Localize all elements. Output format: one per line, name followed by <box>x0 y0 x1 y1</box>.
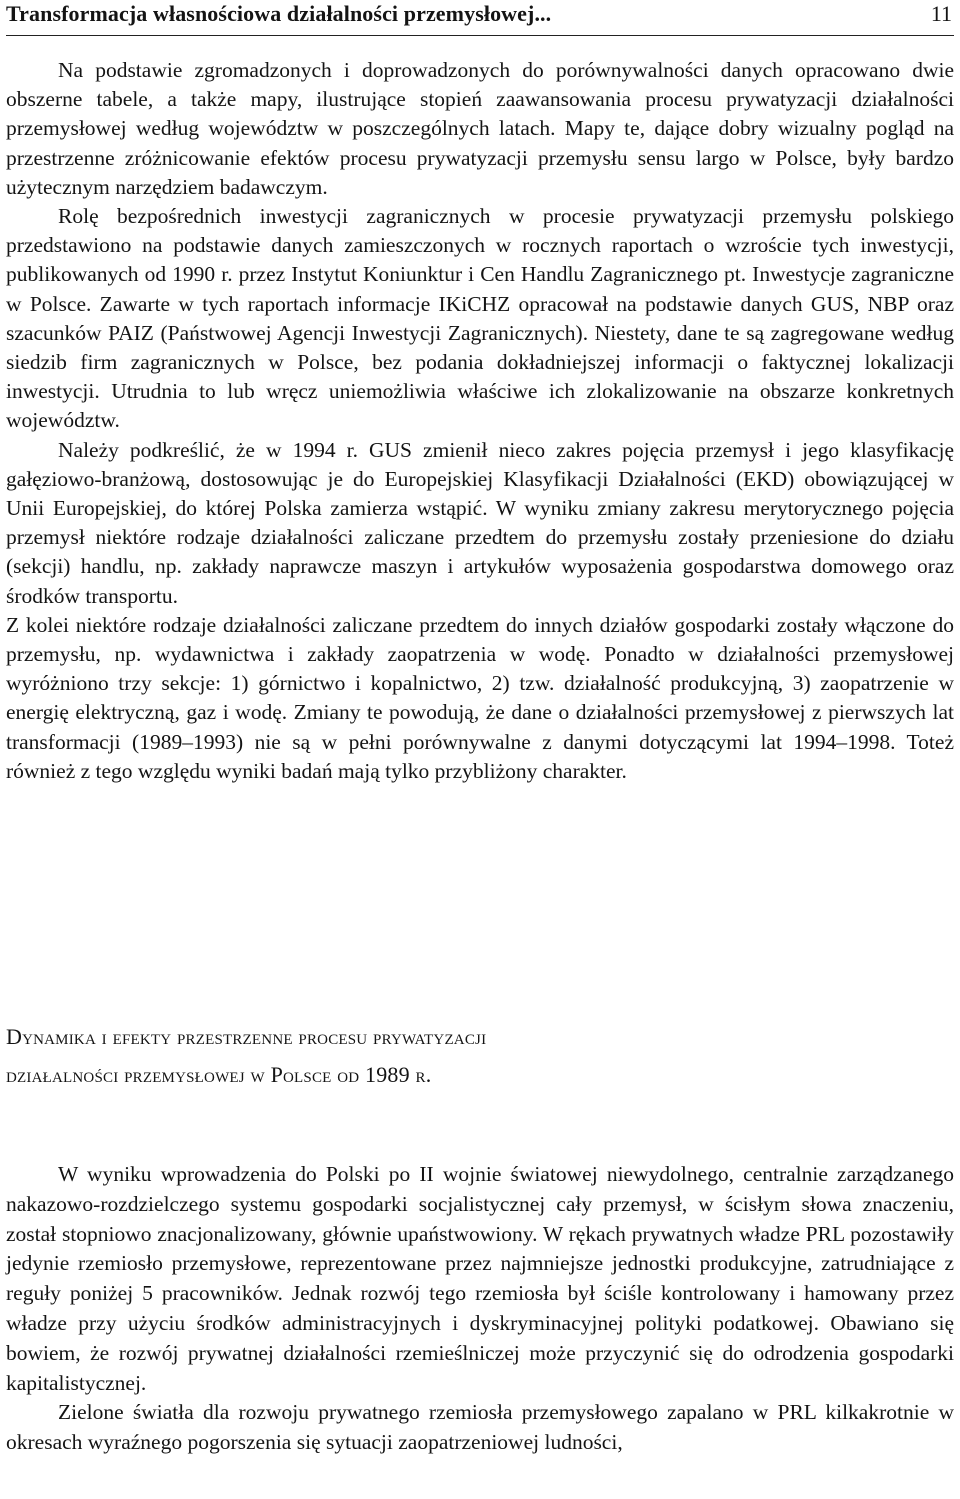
section-body <box>6 1160 954 1458</box>
paragraph: Rolę bezpośrednich inwestycji zagranicznych w procesie prywatyzacji przemysłu polskiego przedstawiono na podstawie danych zamieszczonych w rocznych raportach o wzroście tych inwestycji, publikowanych od 1990 r. przez Instytut Koniunktur i Cen Handlu Zagranicznego pt. Inwestycje zagraniczne w Polsce. Zawarte w tych raportach informacje IKiCHZ opracował na podstawie danych GUS, NBP oraz szacunków PAIZ (Państwowej Agencji Inwestycji Zagranicznych). Niestety, dane te są zagregowane według siedzib firm zagranicznych w Polsce, bez podania dokładniejszej informacji o faktycznej lokalizacji inwestycji. Utrudnia to lub wręcz uniemożliwia właściwe ich zlokalizowanie na obszarze konkretnych województw. <box>6 204 954 433</box>
body-text <box>6 56 954 786</box>
paragraph: Z kolei niektóre rodzaje działalności zaliczane przedtem do innych działów gospodarki zostały włączone do przemysłu, np. wydawnictwa i zakłady zaopatrzenia w wodę. Ponadto w działalności przemysłowej wyróżniono trzy sekcje: 1) górnictwo i kopalnictwo, 2) tzw. działalność produkcyjną, 3) zaopatrzenie w energię elektryczną, gaz i wodę. Zmiany te powodują, że dane o działalności przemysłowej z pierwszych lat transformacji (1989–1993) nie są w pełni porównywalne z danymi dotyczącymi lat 1994–1998. Toteż również z tego względu wyniki badań mają tylko przybliżony charakter. <box>6 612 954 783</box>
running-header-title: Transformacja własnościowa działalności przemysłowej... <box>6 1 552 26</box>
section-heading <box>6 1018 954 1094</box>
section-heading-line: Dynamika i efekty przestrzenne procesu prywatyzacji <box>6 1024 487 1049</box>
running-header <box>6 0 954 36</box>
paragraph: Należy podkreślić, że w 1994 r. GUS zmienił nieco zakres pojęcia przemysł i jego klasyfikację gałęziowo-branżową, dostosowując je do Europejskiej Klasyfikacji Działalności (EKD) obowiązującej w Unii Europejskiej, do której Polska zamierza wstąpić. W wyniku zmiany zakresu merytorycznego pojęcia przemysł niektóre rodzaje działalności zaliczane przedtem do przemysłu zostały przeniesione do działu (sekcji) handlu, np. zakłady naprawcze maszyn i artykułów wyposażenia gospodarstwa domowego oraz środków transportu. <box>6 437 954 608</box>
paragraph: W wyniku wprowadzenia do Polski po II wojnie światowej niewydolnego, centralnie zarządzanego nakazowo-rozdzielczego systemu gospodarki socjalistycznej cały przemysł, w ścisłym słowa znaczeniu, został stopniowo znacjonalizowany, głównie upaństwowiony. W rękach prywatnych władze PRL pozostawiły jedynie rzemiosło przemysłowe, reprezentowane przez najmniejsze jednostki produkcyjne, zatrudniające z reguły poniżej 5 pracowników. Jednak rozwój tego rzemiosła był ściśle kontrolowany i hamowany przez władze przy użyciu środków administracyjnych i dyskryminacyjnej polityki podatkowej. Obawiano się bowiem, że rozwój prywatnej działalności rzemieślniczej może przyczynić się do odrodzenia gospodarki kapitalistycznej. <box>6 1162 954 1395</box>
section-heading-line: działalności przemysłowej w Polsce od 1989 r. <box>6 1062 432 1087</box>
paragraph: Na podstawie zgromadzonych i doprowadzonych do porównywalności danych opracowano dwie obszerne tabele, a także mapy, ilustrujące stopień zaawansowania procesu prywatyzacji działalności przemysłowej według województw w poszczególnych latach. Mapy te, dające dobry wizualny pogląd na przestrzenne zróżnicowanie efektów procesu prywatyzacji przemysłu sensu largo w Polsce, były bardzo użytecznym narzędziem badawczym. <box>6 58 954 199</box>
paragraph: Zielone światła dla rozwoju prywatnego rzemiosła przemysłowego zapalano w PRL kilkakrotnie w okresach wyraźnego pogorszenia się sytuacji zaopatrzeniowej ludności, <box>6 1400 954 1455</box>
page-number: 11 <box>930 1 952 26</box>
